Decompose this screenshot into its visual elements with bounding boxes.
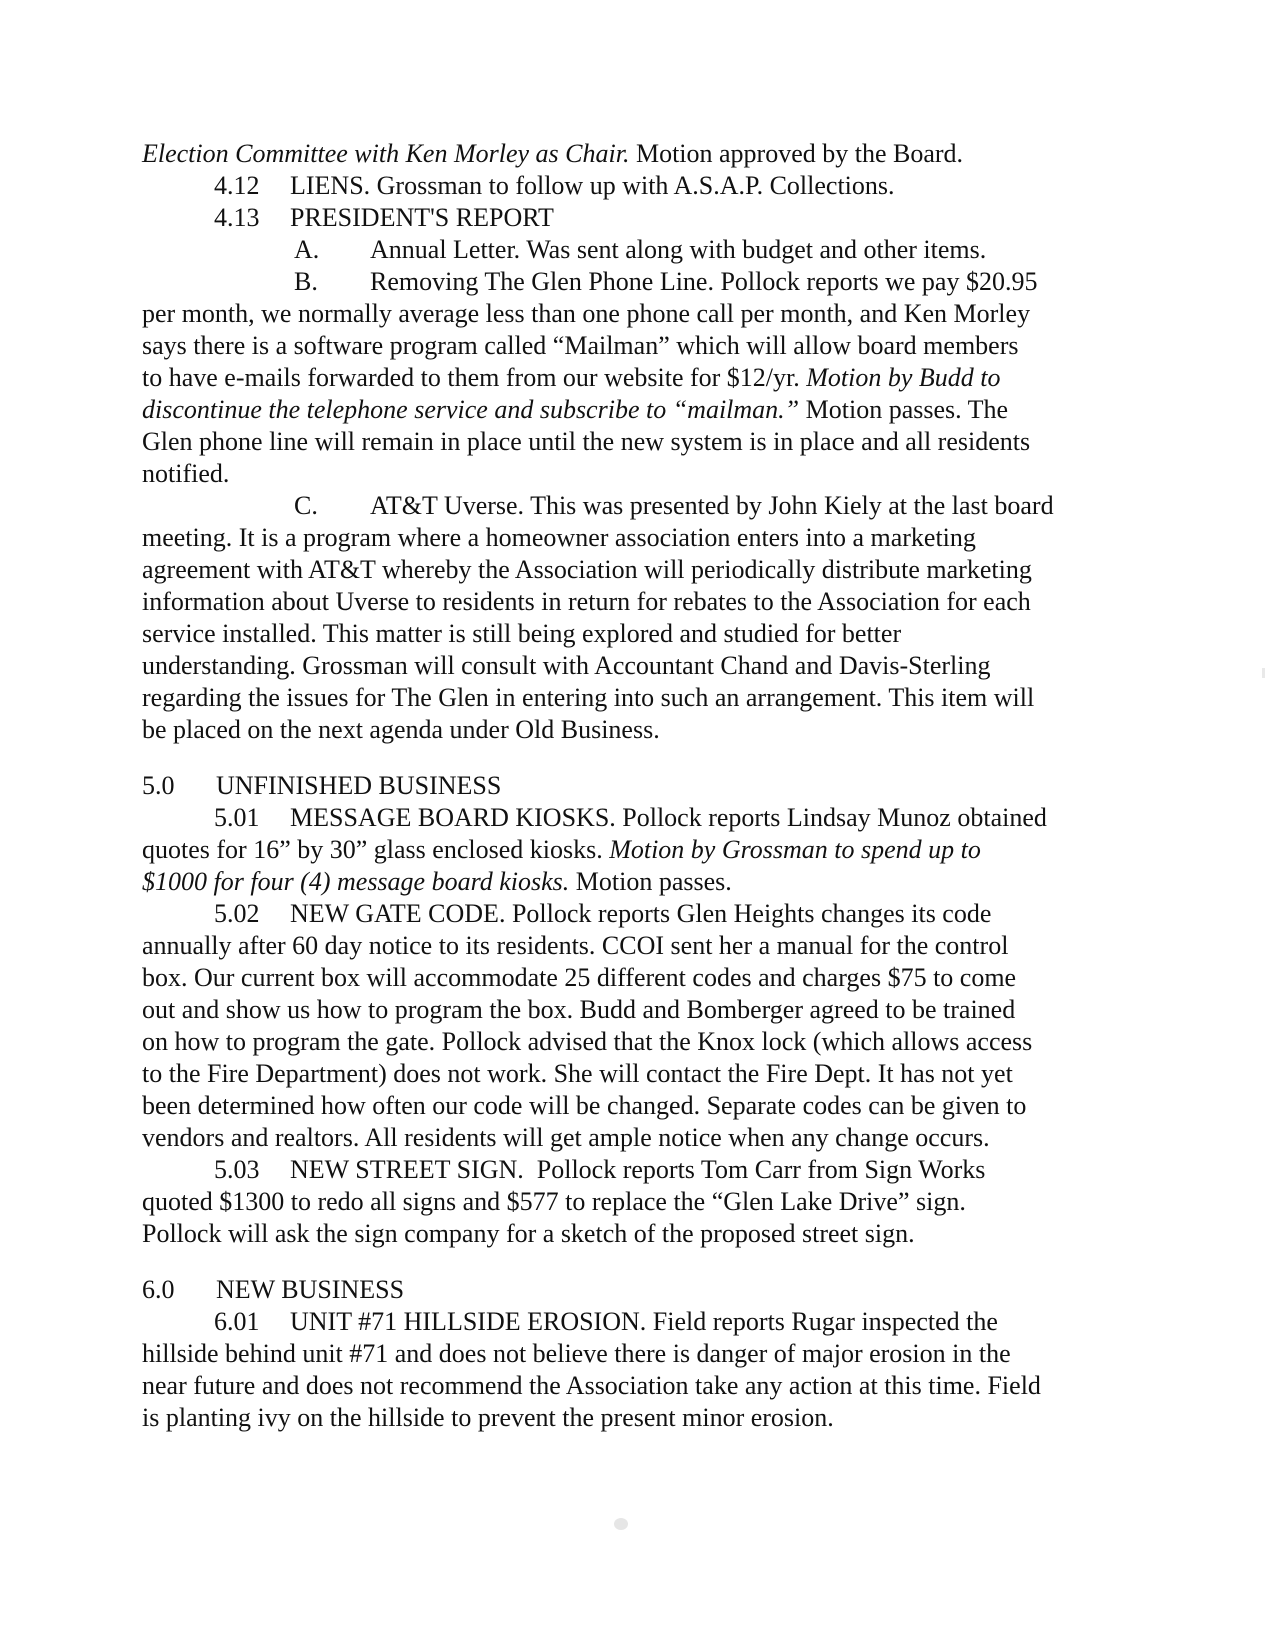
sub-item-letter: C. (294, 491, 318, 520)
paragraph-line: Glen phone line will remain in place until the new system is in place and all residents (142, 427, 1031, 456)
item-5-03 (142, 1154, 1142, 1250)
paragraph-line: notified. (142, 459, 230, 488)
item-number: 5.01 (214, 803, 260, 832)
paragraph-line: been determined how often our code will be changed. Separate codes can be given to (142, 1091, 1027, 1120)
paragraph-line: annually after 60 day notice to its residents. CCOI sent her a manual for the control (142, 931, 1009, 960)
motion-text: Motion by Grossman to spend up to (609, 835, 981, 864)
paragraph-text: to have e-mails forwarded to them from our website for $12/yr. (142, 363, 807, 392)
paragraph-line (142, 1306, 1142, 1338)
item-number: 6.01 (214, 1307, 260, 1336)
election-committee-motion: Election Committee with Ken Morley as Chair. (142, 139, 630, 168)
election-committee-line (142, 138, 1142, 170)
paragraph-line: be placed on the next agenda under Old Business. (142, 715, 660, 744)
section-spacer (142, 1250, 1142, 1274)
paragraph-text: quotes for 16” by 30” glass enclosed kiosks. (142, 835, 610, 864)
scan-edge-mark (1262, 668, 1265, 678)
section-spacer (142, 746, 1142, 770)
item-number: 4.13 (214, 203, 260, 232)
item-text: LIENS. Grossman to follow up with A.S.A.P. Collections. (290, 171, 895, 200)
paragraph-line: meeting. It is a program where a homeowner association enters into a marketing (142, 523, 976, 552)
paragraph-line: service installed. This matter is still being explored and studied for better (142, 619, 902, 648)
item-number: 4.12 (214, 171, 260, 200)
sub-item-letter: B. (294, 267, 318, 296)
paragraph-line (142, 362, 1142, 394)
paragraph-line (142, 1154, 1142, 1186)
paragraph-line: on how to program the gate. Pollock advised that the Knox lock (which allows access (142, 1027, 1033, 1056)
paragraph-line: Pollock will ask the sign company for a sketch of the proposed street sign. (142, 1219, 915, 1248)
section-6-heading (142, 1274, 1142, 1306)
paragraph-line: is planting ivy on the hillside to prevent the present minor erosion. (142, 1403, 834, 1432)
paragraph-line: hillside behind unit #71 and does not believe there is danger of major erosion in the (142, 1339, 1011, 1368)
sub-item-text: Annual Letter. Was sent along with budget and other items. (370, 235, 987, 264)
paragraph-text: Removing The Glen Phone Line. Pollock reports we pay $20.95 (370, 267, 1038, 296)
paragraph-text: MESSAGE BOARD KIOSKS. Pollock reports Lindsay Munoz obtained (290, 803, 1047, 832)
section-number: 5.0 (142, 771, 175, 800)
paragraph-line: agreement with AT&T whereby the Association will periodically distribute marketing (142, 555, 1032, 584)
minutes-page (142, 138, 1142, 1434)
paragraph-text: NEW STREET SIGN. Pollock reports Tom Carr from Sign Works (290, 1155, 986, 1184)
sub-item-letter: A. (294, 235, 320, 264)
paragraph-line: per month, we normally average less than one phone call per month, and Ken Morley (142, 299, 1031, 328)
item-heading: PRESIDENT'S REPORT (290, 203, 554, 232)
paragraph-line (142, 834, 1142, 866)
paragraph-line (142, 394, 1142, 426)
motion-text: discontinue the telephone service and subscribe to “mailman.” (142, 395, 800, 424)
election-committee-result: Motion approved by the Board. (629, 139, 964, 168)
motion-text: $1000 for four (4) message board kiosks. (142, 867, 570, 896)
section-number: 6.0 (142, 1275, 175, 1304)
sub-item-b (142, 266, 1142, 490)
paragraph-line: quoted $1300 to redo all signs and $577 to replace the “Glen Lake Drive” sign. (142, 1187, 966, 1216)
item-4-13 (142, 202, 1142, 234)
paragraph-line (142, 802, 1142, 834)
item-number: 5.03 (214, 1155, 260, 1184)
paragraph-line (142, 490, 1142, 522)
item-6-01 (142, 1306, 1142, 1434)
item-number: 5.02 (214, 899, 260, 928)
paragraph-line: understanding. Grossman will consult with Accountant Chand and Davis-Sterling (142, 651, 991, 680)
sub-item-a (142, 234, 1142, 266)
paragraph-line: out and show us how to program the box. Budd and Bomberger agreed to be trained (142, 995, 1016, 1024)
motion-text: Motion by Budd to (806, 363, 1001, 392)
paragraph-text: UNIT #71 HILLSIDE EROSION. Field reports Rugar inspected the (290, 1307, 998, 1336)
paragraph-line: box. Our current box will accommodate 25 different codes and charges $75 to come (142, 963, 1017, 992)
paragraph-text: Motion passes. (569, 867, 732, 896)
section-title: NEW BUSINESS (216, 1275, 405, 1304)
paragraph-line: says there is a software program called “Mailman” which will allow board members (142, 331, 1019, 360)
paragraph-line: regarding the issues for The Glen in entering into such an arrangement. This item will (142, 683, 1035, 712)
item-5-01 (142, 802, 1142, 898)
paragraph-line (142, 866, 1142, 898)
paragraph-text: Motion passes. The (799, 395, 1009, 424)
paragraph-line: to the Fire Department) does not work. She will contact the Fire Dept. It has not yet (142, 1059, 1013, 1088)
item-4-12 (142, 170, 1142, 202)
item-5-02 (142, 898, 1142, 1154)
paragraph-line (142, 898, 1142, 930)
scan-speck (614, 1518, 628, 1530)
section-5-heading (142, 770, 1142, 802)
paragraph-line (142, 266, 1142, 298)
paragraph-text: NEW GATE CODE. Pollock reports Glen Heights changes its code (290, 899, 992, 928)
paragraph-text: AT&T Uverse. This was presented by John Kiely at the last board (370, 491, 1054, 520)
paragraph-line: information about Uverse to residents in return for rebates to the Association for each (142, 587, 1031, 616)
paragraph-line: vendors and realtors. All residents will get ample notice when any change occurs. (142, 1123, 990, 1152)
paragraph-line: near future and does not recommend the Association take any action at this time. Field (142, 1371, 1041, 1400)
section-title: UNFINISHED BUSINESS (216, 771, 502, 800)
sub-item-c (142, 490, 1142, 746)
